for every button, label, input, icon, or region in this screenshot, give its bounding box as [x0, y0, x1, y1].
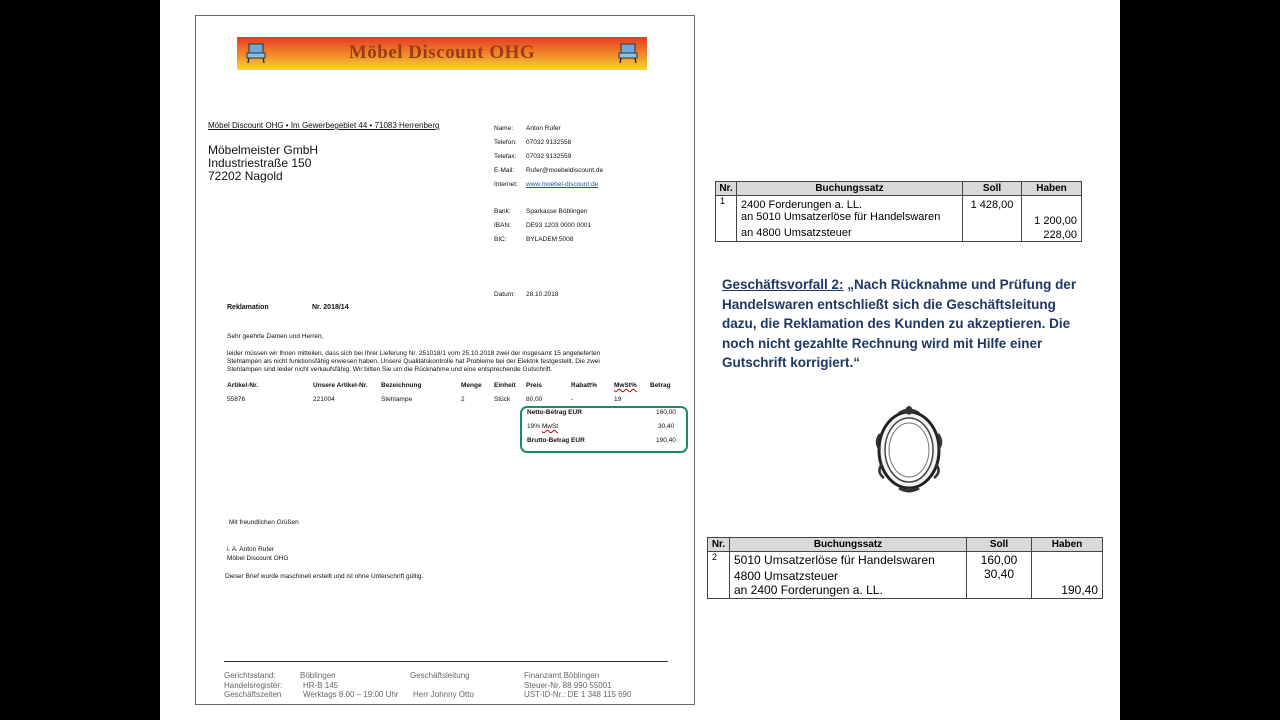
booking-line: an 2400 Forderungen a. LL.	[730, 583, 967, 599]
totals-value: 190,40	[656, 437, 676, 444]
column-header: Buchungssatz	[737, 182, 963, 196]
items-header: Artikel-Nr.	[227, 382, 259, 389]
bank-label: Bank:	[494, 208, 511, 215]
soll-cell: 1 428,00	[963, 196, 1022, 212]
item-cell: 19	[614, 396, 622, 403]
date-value: 28.10.2018	[526, 291, 559, 298]
transaction-description: „Nach Rücknahme und Prüfung der Handelswaren entschließt sich die Geschäftsleitung dazu, die Reklamation des Kunden zu akzeptieren. Die noch nicht gezahlte Rechnung wird mit Hilfe einer Gutschrift korrigiert.“	[722, 277, 1077, 370]
ornate-mirror-icon	[872, 404, 946, 494]
column-header: Buchungssatz	[730, 538, 967, 552]
company-banner	[237, 37, 647, 70]
entry-number: 1	[716, 196, 737, 212]
footer-col: Finanzamt Böblingen Steuer-Nr. 88 990 55001 UST-ID-Nr.: DE 1 348 115 690	[524, 671, 632, 699]
booking-line: 4800 Umsatzsteuer	[730, 567, 967, 583]
footer-col: Gerichtsstand: Handelsregister: Geschäftszeiten	[224, 671, 283, 699]
items-header: Betrag	[650, 382, 671, 389]
soll-cell: 30,40	[967, 567, 1032, 583]
recipient-city: 72202 Nagold	[208, 169, 283, 183]
item-cell: Stehlampe	[381, 396, 413, 403]
contact-label: Telefon:	[494, 139, 517, 146]
haben-cell: 190,40	[1032, 583, 1103, 599]
recipient-name: Möbelmeister GmbH	[208, 143, 319, 157]
salutation: Sehr geehrte Damen und Herren,	[227, 333, 324, 340]
bank-value: BYLADEM 5008	[526, 236, 574, 243]
column-header: Haben	[1032, 538, 1103, 552]
company-banner-title: Möbel Discount OHG	[348, 42, 536, 63]
business-transaction-text	[722, 275, 1092, 373]
bank-label: IBAN:	[494, 222, 511, 229]
contact-value: Rufer@moebeldiscount.de	[526, 167, 604, 174]
disclaimer: Dieser Brief wurde maschinell erstellt und ist ohne Unterschrift gültig.	[225, 573, 424, 580]
totals-value: 160,00	[656, 409, 676, 416]
complaint-letter	[195, 15, 695, 705]
haben-cell: 1 200,00	[1022, 211, 1082, 227]
signer: i. A. Anton Rufer	[227, 546, 274, 553]
contact-value: Anton Rufer	[526, 125, 561, 132]
bank-value: Sparkasse Böblingen	[526, 208, 588, 215]
bank-label: BIC:	[494, 236, 507, 243]
closing: Mit freundlichen Grüßen	[229, 519, 299, 526]
recipient-street: Industriestraße 150	[208, 156, 312, 170]
body-line: Stehlampen als nicht funktionsfähig erwiesen haben. Unsere Qualitätskontrolle hat Probleme bei der Elektrik festgestellt. Die zwei	[227, 358, 600, 365]
items-header: MwSt%	[614, 382, 637, 389]
column-header: Soll	[963, 182, 1022, 196]
items-header: Rabatt%	[571, 382, 598, 389]
item-cell: 80,00	[526, 396, 543, 403]
contact-label: E-Mail:	[494, 167, 515, 174]
item-cell: Stück	[494, 396, 511, 403]
journal-table-2	[707, 537, 1103, 599]
transaction-label: Geschäftsvorfall 2:	[722, 277, 844, 292]
items-header: Unsere Artikel-Nr.	[313, 382, 368, 389]
contact-label: Telefax:	[494, 153, 517, 160]
subject-number: Nr. 2018/14	[312, 304, 349, 311]
booking-line: an 5010 Umsatzerlöse für Handelswaren	[737, 211, 963, 227]
armchair-icon	[617, 42, 639, 64]
date-label: Datum:	[494, 291, 515, 298]
booking-line: 2400 Forderungen a. LL.	[737, 196, 963, 212]
items-header: Einheit	[494, 382, 516, 389]
haben-cell	[1022, 196, 1082, 212]
item-cell: 2	[461, 396, 465, 403]
column-header: Nr.	[716, 182, 737, 196]
haben-cell: 228,00	[1022, 227, 1082, 242]
body-line: leider müssen wir Ihnen mitteilen, dass sich bei Ihrer Lieferung Nr. 251018/1 vom 25.10.2018 zwei der insgesamt 15 angelieferten	[227, 350, 601, 357]
contact-value: 07032 9132559	[526, 153, 572, 160]
totals-label: Brutto-Betrag EUR	[527, 437, 585, 444]
bank-value: DE93 1203 0000 0001	[526, 222, 592, 229]
website-link[interactable]: www.moebel-discount.de	[526, 181, 599, 188]
footer-divider	[224, 661, 668, 662]
subject: Reklamation	[227, 304, 269, 311]
journal-table-1	[715, 181, 1082, 242]
signer-company: Möbel Discount OHG	[227, 555, 289, 562]
booking-line: 5010 Umsatzerlöse für Handelswaren	[730, 552, 967, 568]
booking-line: an 4800 Umsatzsteuer	[737, 227, 963, 242]
footer-col: Geschäftsleitung Herr Johnny Otto	[410, 671, 474, 699]
soll-cell: 160,00	[967, 552, 1032, 568]
column-header: Haben	[1022, 182, 1082, 196]
column-header: Nr.	[708, 538, 730, 552]
totals-label: Netto-Betrag EUR	[527, 409, 582, 416]
column-header: Soll	[967, 538, 1032, 552]
sender-line: Möbel Discount OHG • Im Gewerbegebiet 44 • 71083 Herrenberg	[208, 121, 440, 130]
item-cell: -	[571, 396, 574, 403]
body-line: Stehlampen sind leider nicht verkaufsfähig. Wir bitten Sie um die Rücknahme und eine entsprechende Gutschrift.	[227, 366, 553, 373]
entry-number: 2	[708, 552, 730, 568]
haben-cell	[1032, 552, 1103, 568]
totals-value: 30,40	[658, 423, 675, 430]
contact-value: 07032 9132558	[526, 139, 572, 146]
items-header: Preis	[526, 382, 542, 389]
contact-label: Internet:	[494, 181, 518, 188]
footer-col: Böblingen HR-B 145 Werktags 8.00 – 19:00 Uhr	[300, 671, 399, 699]
totals-label: 19% MwSt	[527, 423, 559, 430]
items-header: Menge	[461, 382, 482, 389]
contact-label: Name:	[494, 125, 514, 132]
item-cell: 221004	[313, 396, 335, 403]
items-header: Bezeichnung	[381, 382, 422, 389]
item-cell: 55876	[227, 396, 246, 403]
